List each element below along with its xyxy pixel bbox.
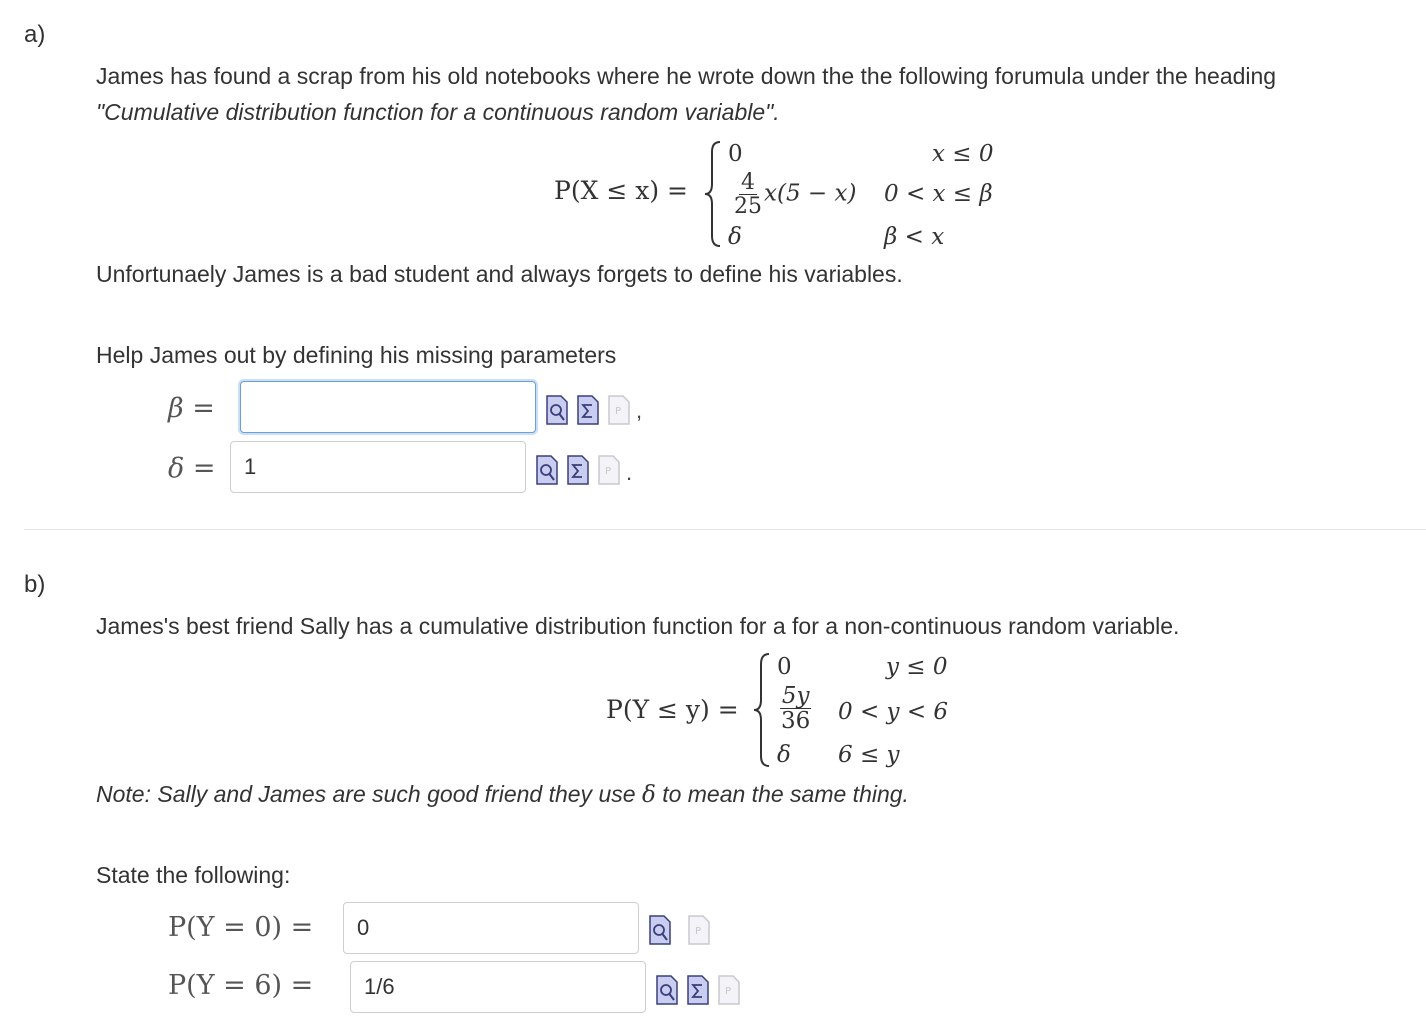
cdf-a-case2-tail: x(5 − x) — [764, 180, 857, 207]
cdf-a-frac-num: 4 — [741, 170, 755, 195]
svg-text:P: P — [615, 406, 622, 417]
formula-icon[interactable] — [718, 975, 740, 1005]
cdf-b-case3-cond: 6 ≤ y — [838, 742, 900, 768]
cdf-b-lhs: P(Y ≤ y) = — [606, 695, 739, 724]
equation-editor-icon[interactable] — [687, 975, 709, 1005]
cdf-a-lhs: P(X ≤ x) = — [554, 176, 688, 205]
part-b-label: b) — [24, 571, 46, 598]
formula-icon[interactable] — [608, 395, 630, 425]
svg-text:P: P — [725, 986, 732, 997]
note-prefix: Note: Sally and James are such good friend they use — [96, 781, 636, 807]
py6-label: P(Y = 6) = — [168, 970, 314, 1001]
cdf-b-frac-den: 36 — [781, 708, 811, 735]
preview-icon[interactable] — [546, 395, 568, 425]
cdf-a-fraction — [732, 171, 764, 218]
svg-text:P: P — [695, 926, 702, 937]
part-b-intro: James's best friend Sally has a cumulative distribution function for a for a non-continuous random variable. — [96, 613, 1180, 639]
cdf-a-case2-cond: 0 < x ≤ β — [884, 181, 993, 207]
cdf-b-brace — [752, 652, 772, 768]
cdf-b-case3-expr: δ — [777, 742, 791, 768]
beta-label: β = — [168, 393, 215, 424]
part-a-after-text: Unfortunaely James is a bad student and always forgets to define his variables. — [96, 261, 903, 287]
formula-icon[interactable] — [598, 455, 620, 485]
cdf-a-case1-expr: 0 — [728, 141, 743, 167]
formula-icon[interactable] — [688, 915, 710, 945]
cdf-b-fraction — [779, 684, 812, 733]
delta-punct: . — [626, 460, 633, 485]
cdf-a-case2-expr — [732, 171, 856, 218]
part-a-prompt: Help James out by defining his missing parameters — [96, 342, 617, 368]
note-symbol: δ — [641, 782, 656, 808]
part-a-label: a) — [24, 21, 46, 48]
py6-input[interactable] — [350, 961, 646, 1013]
part-b-note — [96, 781, 909, 808]
cdf-a-case3-cond: β < x — [884, 224, 945, 250]
equation-editor-icon[interactable] — [567, 455, 589, 485]
equation-editor-icon[interactable] — [577, 395, 599, 425]
delta-input[interactable] — [230, 441, 526, 493]
cdf-a-brace — [703, 140, 723, 248]
cdf-a-case1-cond: x ≤ 0 — [932, 141, 994, 167]
py0-input[interactable] — [343, 902, 639, 954]
preview-icon[interactable] — [649, 915, 671, 945]
cdf-a-case3-expr: δ — [728, 224, 742, 250]
note-suffix: to mean the same thing. — [662, 781, 909, 807]
preview-icon[interactable] — [656, 975, 678, 1005]
cdf-b-case2-cond: 0 < y < 6 — [838, 699, 949, 725]
svg-text:P: P — [605, 466, 612, 477]
preview-icon[interactable] — [536, 455, 558, 485]
cdf-b-case2-expr — [779, 684, 812, 733]
part-b-prompt: State the following: — [96, 862, 291, 888]
cdf-b-case1-expr: 0 — [777, 654, 792, 680]
part-a-intro-line2: "Cumulative distribution function for a continuous random variable". — [96, 99, 780, 125]
cdf-a-frac-den: 25 — [734, 194, 762, 220]
section-divider — [24, 529, 1426, 530]
beta-input[interactable] — [240, 381, 536, 433]
cdf-b-frac-num: 5y — [781, 683, 810, 709]
delta-label: δ = — [168, 453, 216, 484]
part-a-intro-line1: James has found a scrap from his old notebooks where he wrote down the the following forumula under the heading — [96, 63, 1277, 89]
py0-label: P(Y = 0) = — [168, 912, 314, 943]
cdf-b-case1-cond: y ≤ 0 — [886, 654, 948, 680]
beta-punct: , — [636, 398, 643, 423]
